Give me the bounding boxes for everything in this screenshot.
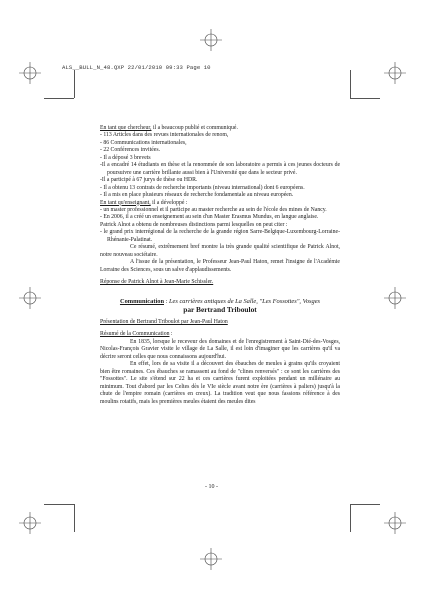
list-item: - 113 Articles dans des revues internationales de renom, (100, 132, 229, 139)
registration-mark-icon (19, 287, 41, 309)
text-column (100, 125, 340, 406)
communication-author: par Bertrand Triboulot (183, 304, 257, 314)
resume-heading: Résumé de la Communication : (100, 331, 173, 338)
list-item: - 86 Communications internationales, (100, 139, 187, 146)
list-item: - 22 Conférences invitées. (100, 147, 161, 154)
list-item: - Il a déposé 3 brevets (100, 154, 151, 161)
teacher-intro: En tant qu'enseignant, il a développé : (100, 199, 188, 206)
printer-slug: ALS__BULL_N_48.QXP 22/01/2010 09:33 Page 10 (62, 64, 211, 71)
registration-mark-icon (19, 512, 41, 534)
resume-paragraph: En effet, lors de sa visite il a découvert des ébauches de meules à grains qu'ils croyaient bien être romaines. Ces ébauches se ramassent au fond de "clines renversés" : ce sont les carrières des "Fossottes". Le site s'étend sur 22 ha et ces carrières furent exploitées pendant un millénaire au minimum. Tout d'abord par les Celtes dès le VIe siècle avant notre ère (carrières à paliers) jusqu'à la chute de l'empire romain (carrières en creux). La tradition veut que nous fassions référence à des moulins rotatifs, mais les premières meules étaient des meules dites (100, 361, 340, 405)
distinctions-intro: Patrick Alnot a obtenu de nombreuses distinctions parmi lesquelles on peut citer : (100, 221, 288, 228)
response-heading: Réponse de Patrick Alnot à Jean-Marie Schissler. (100, 279, 214, 286)
crop-mark (74, 70, 75, 98)
crop-mark (74, 504, 75, 532)
summary-paragraph: Ce résumé, extrêmement bref montre la très grande qualité scientifique de Patrick Alnot, notre nouveau sociétaire. (100, 244, 340, 258)
list-item: -Il a participé à 67 jurys de thèse ou HDR. (100, 177, 198, 184)
crop-mark (350, 504, 351, 532)
list-item: -Il a encadré 14 étudiants en thèse et la renommée de son laboratoire a permis à ces jeunes docteurs de poursuivre une carrière brillante aussi bien à l'Université que dans le secteur privé. (100, 162, 340, 176)
registration-mark-icon (384, 512, 406, 534)
ceremony-paragraph: A l'issue de la présentation, le Professeur Jean-Paul Haton, remet l'insigne de l'Académie Lorraine des Sciences, sous un salve d'applaudissements. (100, 259, 340, 273)
registration-mark-icon (384, 62, 406, 84)
registration-mark-icon (200, 29, 222, 51)
list-item: - En 2006, il a créé un enseignement au sein d'un Master Erasmus Mundus, en langue anglaise. (100, 214, 319, 221)
researcher-intro: En tant que chercheur, il a beaucoup publié et communiqué. (100, 125, 238, 131)
crop-mark (44, 98, 74, 99)
list-item: - Il a mis en place plusieurs réseaux de recherche fondamentale au niveau européen. (100, 192, 294, 199)
crop-mark (350, 98, 380, 99)
page-number: - 10 - (205, 484, 218, 490)
list-item: - un master professionnel et il participe au master recherche au sein de l'école des mines de Nancy. (100, 206, 327, 213)
resume-paragraph: En 1835, lorsque le receveur des domaines et de l'enregistrement à Saint-Dié-des-Vosges, Nicolas-François Gravier visite le village de La Salle, il est loin d'imaginer que les carrières qu'il va décrire seront celles que nous connaissons aujourd'hui. (100, 338, 340, 360)
communication-heading: Communication : Les carrières antiques de La Salle, "Les Fossottes", Vosges (119, 297, 321, 305)
list-item: - Il a obtenu 13 contrats de recherche importants (niveau international) dont 6 européens. (100, 184, 305, 191)
crop-mark (350, 70, 351, 98)
registration-mark-icon (200, 548, 222, 570)
presentation-heading: Présentation de Bertrand Triboulot par Jean-Paul Haton (100, 319, 228, 326)
crop-mark (44, 504, 74, 505)
registration-mark-icon (384, 287, 406, 309)
crop-mark (350, 504, 380, 505)
distinction-item: - le grand prix interrégional de la recherche de la grande région Sarre-Belgique-Luxembourg-Lorraine-Rhénanie-Palatinat. (100, 229, 340, 243)
registration-mark-icon (19, 62, 41, 84)
